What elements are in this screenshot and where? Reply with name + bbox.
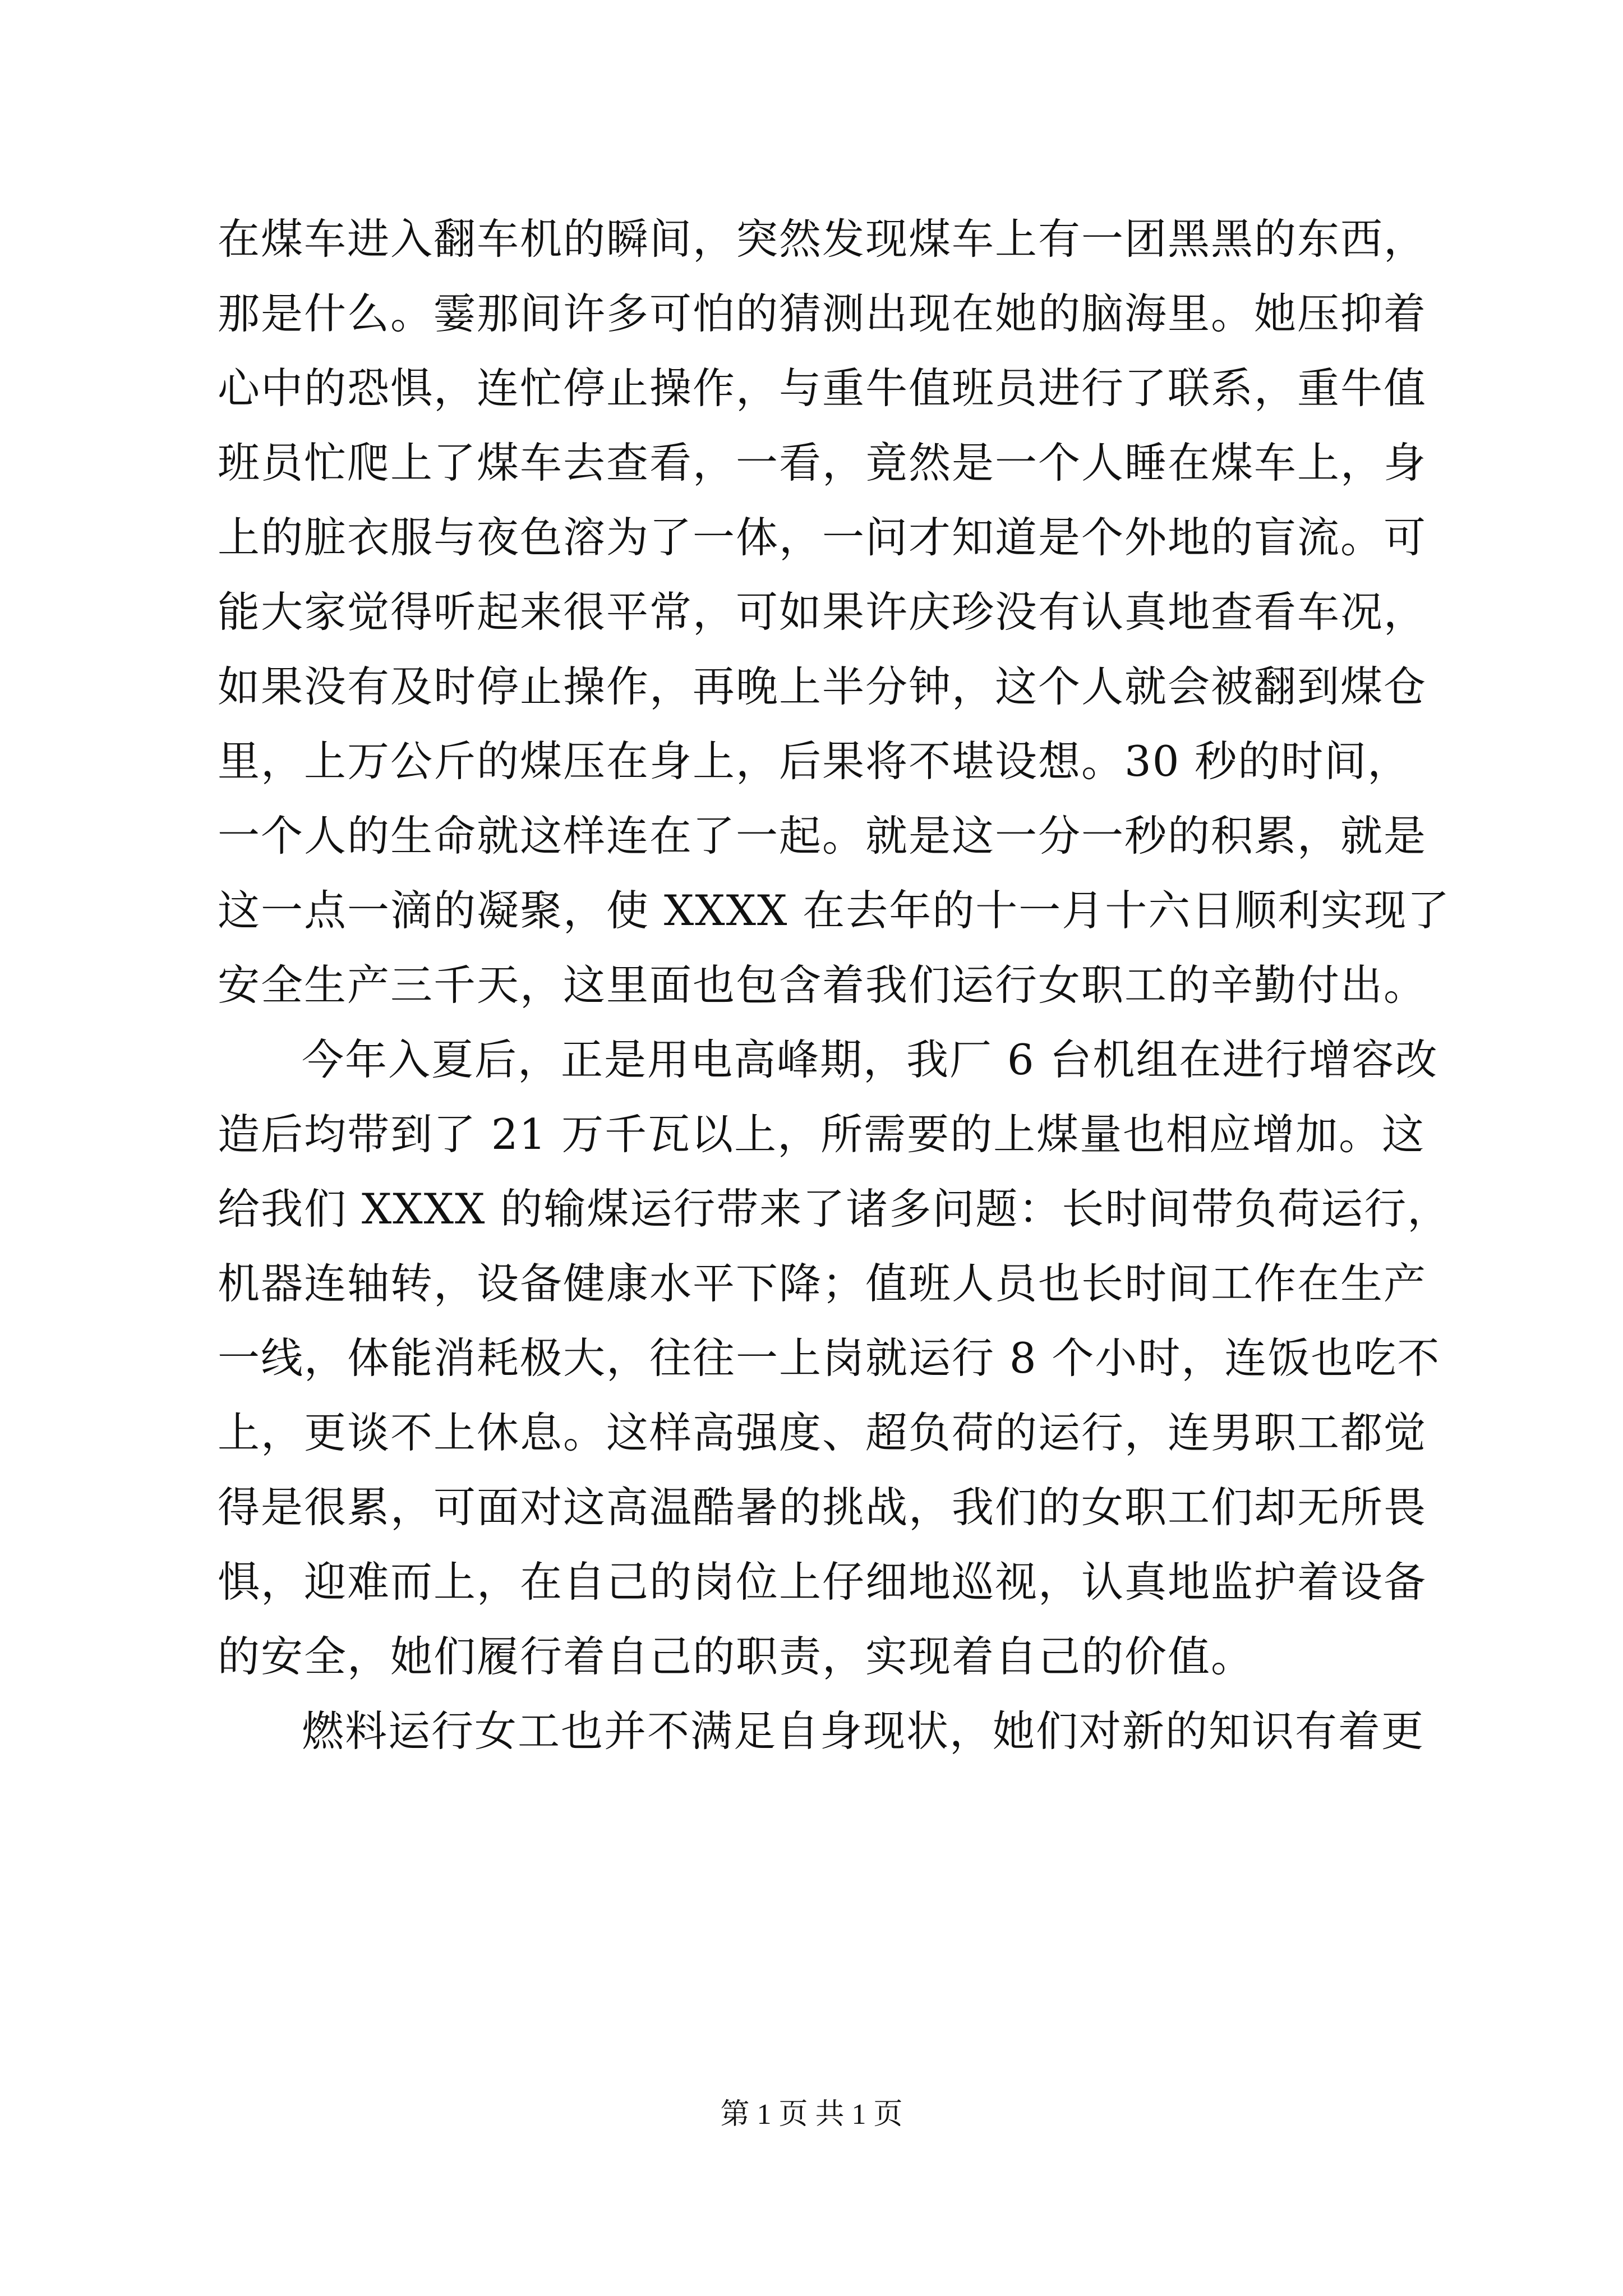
text-line: 如果没有及时停止操作，再晚上半分钟，这个人就会被翻到煤仓	[218, 662, 1427, 711]
text-line: 一线，体能消耗极大，往往一上岗就运行 8 个小时，连饭也吃不	[218, 1333, 1441, 1383]
text-line: 得是很累，可面对这高温酷暑的挑战，我们的女职工们却无所畏	[218, 1483, 1427, 1532]
text-line: 安全生产三千天，这里面也包含着我们运行女职工的辛勤付出。	[218, 960, 1427, 1010]
paragraph-start-line: 今年入夏后，正是用电高峰期，我厂 6 台机组在进行增容改	[302, 1035, 1438, 1084]
text-line: 能大家觉得听起来很平常，可如果许庆珍没有认真地查看车况，	[218, 587, 1427, 637]
text-line: 一个人的生命就这样连在了一起。就是这一分一秒的积累，就是	[218, 811, 1427, 861]
text-line: 上，更谈不上休息。这样高强度、超负荷的运行，连男职工都觉	[218, 1408, 1427, 1457]
text-line: 给我们 XXXX 的输煤运行带来了诸多问题：长时间带负荷运行，	[218, 1184, 1451, 1234]
body-text	[218, 202, 1451, 1769]
text-line: 心中的恐惧，连忙停止操作，与重牛值班员进行了联系，重牛值	[218, 364, 1427, 413]
text-line: 机器连轴转，设备健康水平下降；值班人员也长时间工作在生产	[218, 1259, 1427, 1308]
text-line: 上的脏衣服与夜色溶为了一体，一问才知道是个外地的盲流。可	[218, 513, 1427, 562]
text-line: 的安全，她们履行着自己的职责，实现着自己的价值。	[218, 1632, 1255, 1681]
text-line: 里，上万公斤的煤压在身上，后果将不堪设想。30 秒的时间，	[218, 737, 1411, 786]
text-line: 造后均带到了 21 万千瓦以上，所需要的上煤量也相应增加。这	[218, 1110, 1426, 1159]
text-line: 班员忙爬上了煤车去查看，一看，竟然是一个人睡在煤车上，身	[218, 438, 1427, 487]
paragraph-start-line: 燃料运行女工也并不满足自身现状，她们对新的知识有着更	[302, 1706, 1425, 1756]
text-line: 惧，迎难而上，在自己的岗位上仔细地巡视，认真地监护着设备	[218, 1557, 1427, 1607]
text-line: 这一点一滴的凝聚，使 XXXX 在去年的十一月十六日顺利实现了	[218, 886, 1451, 935]
text-line: 在煤车进入翻车机的瞬间，突然发现煤车上有一团黑黑的东西，	[218, 214, 1427, 264]
page-footer: 第 1 页 共 1 页	[720, 2099, 903, 2131]
text-line: 那是什么。霎那间许多可怕的猜测出现在她的脑海里。她压抑着	[218, 289, 1427, 338]
